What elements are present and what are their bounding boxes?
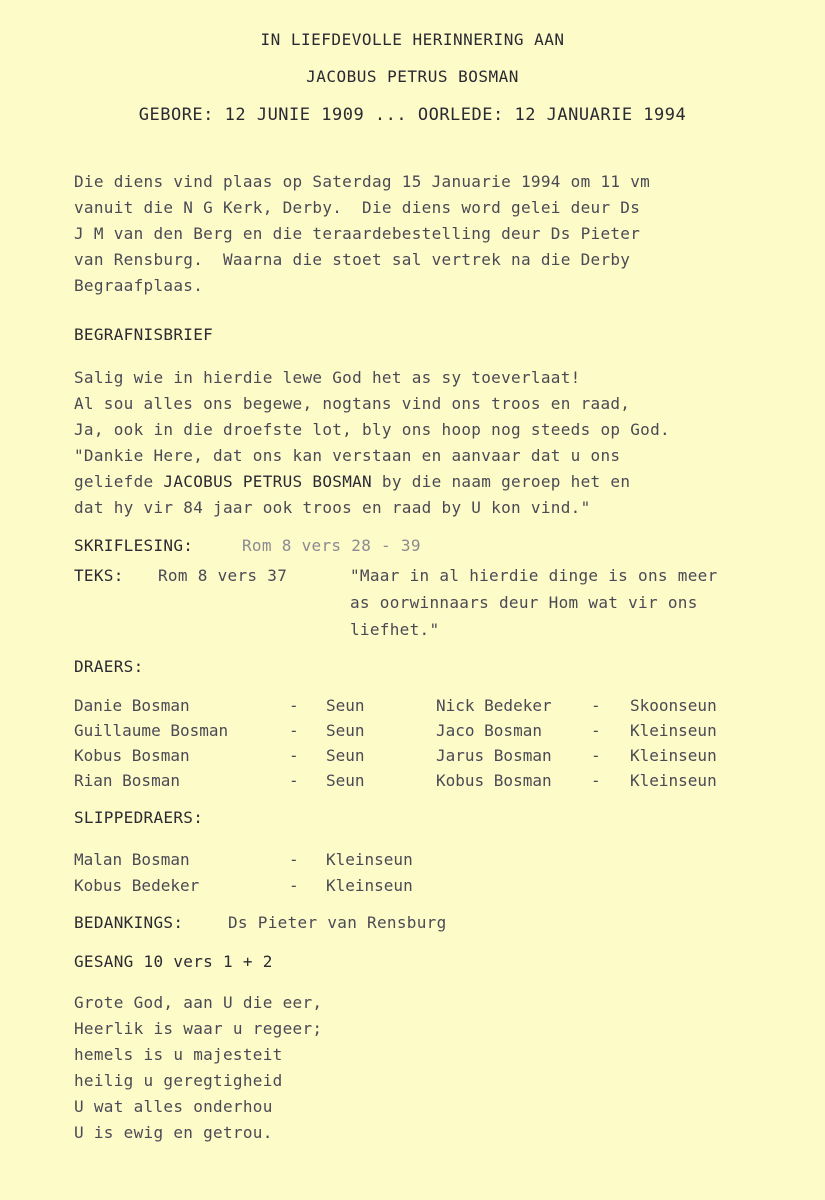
- letter-line-name: JACOBUS PETRUS BOSMAN: [163, 472, 372, 491]
- teks-quote-line: "Maar in al hierdie dinge is ons meer: [350, 566, 718, 585]
- letter-line-pre: geliefde: [74, 472, 164, 491]
- pallbearer-name: Kobus Bosman: [436, 771, 552, 790]
- header-line: IN LIEFDEVOLLE HERINNERING AAN: [260, 30, 565, 49]
- pallbearer-dash: -: [289, 771, 299, 790]
- letter-line: Salig wie in hierdie lewe God het as sy toeverlaat!: [74, 368, 581, 387]
- letter-line: "Dankie Here, dat ons kan verstaan en aanvaar dat u ons: [74, 446, 621, 465]
- hymn-line: heilig u geregtigheid: [74, 1071, 283, 1090]
- pallbearer-name: Rian Bosman: [74, 771, 180, 790]
- cord-bearer-dash: -: [289, 876, 299, 895]
- teks-quote-line: liefhet.": [350, 620, 440, 639]
- teks-label: TEKS:: [74, 566, 124, 585]
- pallbearer-relation: Kleinseun: [630, 771, 717, 790]
- intro-line: vanuit die N G Kerk, Derby. Die diens word gelei deur Ds: [74, 198, 641, 217]
- slippedraers-heading: SLIPPEDRAERS:: [74, 808, 204, 827]
- pallbearer-name: Danie Bosman: [74, 696, 190, 715]
- pallbearer-relation: Kleinseun: [630, 746, 717, 765]
- pallbearer-relation: Kleinseun: [630, 721, 717, 740]
- pallbearer-dash: -: [289, 696, 299, 715]
- letter-line: [74, 472, 630, 491]
- pallbearer-relation: Seun: [326, 746, 365, 765]
- cord-bearer-name: Malan Bosman: [74, 850, 190, 869]
- letter-line-post: by die naam geroep het en: [372, 472, 631, 491]
- letter-line: dat hy vir 84 jaar ook troos en raad by U kon vind.": [74, 498, 591, 517]
- deceased-name: JACOBUS PETRUS BOSMAN: [306, 67, 519, 86]
- pallbearer-dash: -: [591, 696, 601, 715]
- letter-line: Ja, ook in die droefste lot, bly ons hoop nog steeds op God.: [74, 420, 670, 439]
- teks-quote-line: as oorwinnaars deur Hom wat vir ons: [350, 593, 698, 612]
- pallbearer-name: Guillaume Bosman: [74, 721, 229, 740]
- pallbearer-name: Nick Bedeker: [436, 696, 552, 715]
- pallbearer-relation: Seun: [326, 721, 365, 740]
- teks-reference: Rom 8 vers 37: [158, 566, 288, 585]
- letter-line: Al sou alles ons begewe, nogtans vind ons troos en raad,: [74, 394, 631, 413]
- pallbearer-dash: -: [591, 746, 601, 765]
- pallbearer-dash: -: [591, 771, 601, 790]
- pallbearer-dash: -: [289, 746, 299, 765]
- bedankings-value: Ds Pieter van Rensburg: [228, 913, 447, 932]
- pallbearer-name: Kobus Bosman: [74, 746, 190, 765]
- hymn-line: hemels is u majesteit: [74, 1045, 283, 1064]
- skriflesing-label: SKRIFLESING:: [74, 536, 194, 555]
- pallbearer-dash: -: [289, 721, 299, 740]
- hymn-line: U is ewig en getrou.: [74, 1123, 273, 1142]
- pallbearer-name: Jaco Bosman: [436, 721, 542, 740]
- intro-line: van Rensburg. Waarna die stoet sal vertrek na die Derby: [74, 250, 631, 269]
- pallbearer-relation: Seun: [326, 771, 365, 790]
- pallbearer-relation: Skoonseun: [630, 696, 717, 715]
- gesang-heading: GESANG 10 vers 1 + 2: [74, 952, 273, 971]
- birth-death-dates: GEBORE: 12 JUNIE 1909 ... OORLEDE: 12 JANUARIE 1994: [138, 105, 687, 125]
- hymn-line: U wat alles onderhou: [74, 1097, 273, 1116]
- draers-heading: DRAERS:: [74, 657, 144, 676]
- cord-bearer-name: Kobus Bedeker: [74, 876, 200, 895]
- pallbearer-relation: Seun: [326, 696, 365, 715]
- hymn-line: Grote God, aan U die eer,: [74, 993, 323, 1012]
- bedankings-label: BEDANKINGS:: [74, 913, 184, 932]
- skriflesing-value: Rom 8 vers 28 - 39: [242, 536, 421, 555]
- intro-line: Die diens vind plaas op Saterdag 15 Januarie 1994 om 11 vm: [74, 172, 651, 191]
- begrafnisbrief-heading: BEGRAFNISBRIEF: [74, 325, 214, 344]
- intro-line: J M van den Berg en die teraardebestelling deur Ds Pieter: [74, 224, 641, 243]
- hymn-line: Heerlik is waar u regeer;: [74, 1019, 323, 1038]
- cord-bearer-dash: -: [289, 850, 299, 869]
- pallbearer-dash: -: [591, 721, 601, 740]
- intro-line: Begraafplaas.: [74, 276, 204, 295]
- cord-bearer-relation: Kleinseun: [326, 876, 413, 895]
- pallbearer-name: Jarus Bosman: [436, 746, 552, 765]
- cord-bearer-relation: Kleinseun: [326, 850, 413, 869]
